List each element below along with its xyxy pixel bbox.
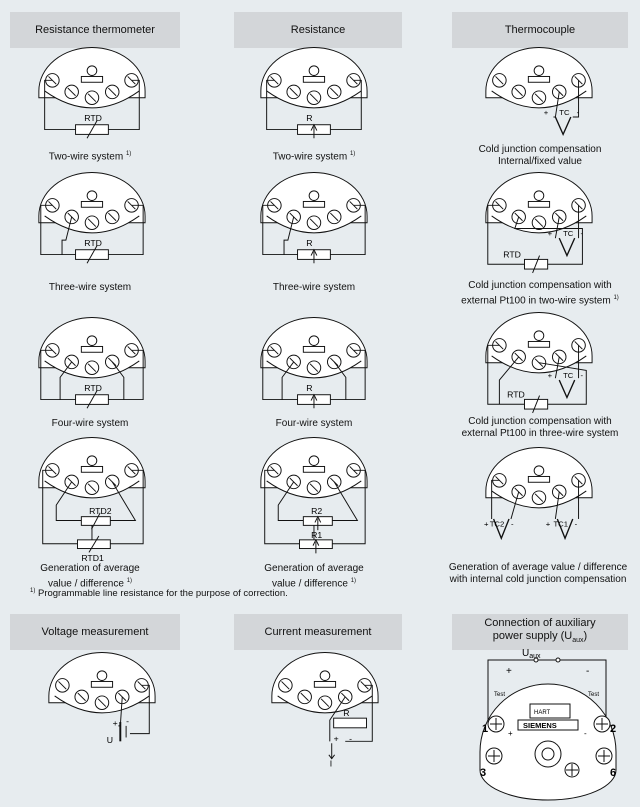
- rtd-label: RTD: [507, 389, 525, 400]
- tc1-label: TC1: [553, 519, 569, 529]
- curr-plus: +: [333, 733, 339, 744]
- sensor-label-2: R2: [311, 505, 323, 516]
- terminal-2-label: 2: [610, 723, 617, 735]
- caption-tc-ext-three-wire: Cold junction compensation with external Pt100 in three-wire system: [461, 416, 619, 439]
- header-resistance: Resistance: [234, 12, 402, 48]
- caption-r-three-wire: Three-wire system: [272, 282, 356, 293]
- tc-label: TC: [563, 229, 574, 239]
- tc2-plus: +: [483, 519, 489, 529]
- test-right: Test: [588, 692, 600, 698]
- sensor-label: R: [306, 237, 313, 248]
- uaux-label: $U_{aux}$: [522, 648, 541, 660]
- test-left: Test: [494, 692, 506, 698]
- diagram-r-average: [257, 445, 369, 575]
- sensor-label-2: RTD2: [89, 505, 112, 516]
- tc-label: TC: [559, 108, 570, 118]
- tc2-label: TC2: [489, 519, 505, 529]
- curr-r: R: [343, 708, 350, 719]
- curr-minus: -: [349, 733, 352, 744]
- tc-minus: -: [576, 108, 580, 118]
- diagram-rt-two-wire: [35, 55, 147, 185]
- diagram-rt-average: [35, 445, 147, 575]
- caption-rt-two-wire: Two-wire system $^{1)}$: [48, 151, 132, 163]
- diagram-voltage: [45, 660, 157, 790]
- caption-tc-average: Generation of average value / difference with internal cold junction compensation: [448, 562, 628, 585]
- sensor-label: RTD: [84, 112, 102, 123]
- tc1-minus: -: [574, 519, 578, 529]
- diagram-rt-four-wire: [35, 325, 147, 455]
- siemens-logo: SIEMENS: [523, 721, 557, 730]
- volt-minus: -: [126, 715, 129, 726]
- sensor-label: RTD: [84, 382, 102, 393]
- diagram-current: [268, 660, 380, 790]
- tc-plus: +: [547, 371, 553, 381]
- tc2-minus: -: [510, 519, 514, 529]
- aux-plus: +: [506, 666, 512, 677]
- caption-r-two-wire: Two-wire system $^{1)}$: [272, 151, 356, 163]
- curr-i: I: [329, 758, 333, 769]
- header-voltage-measurement: Voltage measurement: [10, 614, 180, 650]
- header-resistance-thermometer: Resistance thermometer: [10, 12, 180, 48]
- footnote: $^{1)}$ Programmable line resistance for the purpose of correction.: [30, 588, 288, 600]
- caption-tc-ext-two-wire: Cold junction compensation with external Pt100 in two-wire system $^{1)}$: [461, 280, 619, 307]
- sensor-label: RTD: [84, 237, 102, 248]
- header-aux-power: Connection of auxiliary power supply $(U_{aux})$: [452, 614, 628, 650]
- caption-r-four-wire: Four-wire system: [275, 418, 353, 429]
- rtd-label: RTD: [503, 249, 521, 260]
- sensor-label-1: RTD1: [81, 553, 104, 564]
- diagram-aux-power: [470, 648, 630, 807]
- terminal-6-label: 6: [610, 767, 617, 779]
- sensor-label: R: [306, 112, 313, 123]
- volt-u: U: [106, 735, 114, 746]
- caption-rt-four-wire: Four-wire system: [51, 418, 129, 429]
- terminal-3-label: 3: [480, 767, 487, 779]
- diagram-r-four-wire: [257, 325, 369, 455]
- aux-minus: -: [586, 666, 590, 677]
- tc-plus: +: [547, 229, 553, 239]
- caption-tc-internal: Cold junction compensation Internal/fixed value: [478, 144, 602, 167]
- sensor-label-1: R1: [311, 529, 323, 540]
- svg-text:HART: HART: [534, 710, 551, 716]
- svg-text:+: +: [508, 729, 513, 738]
- tc-minus: -: [580, 229, 584, 239]
- caption-rt-three-wire: Three-wire system: [48, 282, 132, 293]
- svg-text:-: -: [584, 729, 587, 738]
- diagram-r-two-wire: [257, 55, 369, 185]
- header-thermocouple: Thermocouple: [452, 12, 628, 48]
- volt-plus: +: [112, 717, 118, 728]
- tc1-plus: +: [545, 519, 551, 529]
- caption-r-average: Generation of average value / difference $^{1)}$: [264, 563, 364, 590]
- caption-rt-average: Generation of average value / difference $^{1)}$: [40, 563, 140, 590]
- header-current-measurement: Current measurement: [234, 614, 402, 650]
- terminal-1-label: 1: [482, 723, 489, 735]
- sensor-label: R: [306, 382, 313, 393]
- tc-plus: +: [543, 108, 549, 118]
- tc-minus: -: [580, 371, 584, 381]
- tc-label: TC: [563, 371, 574, 381]
